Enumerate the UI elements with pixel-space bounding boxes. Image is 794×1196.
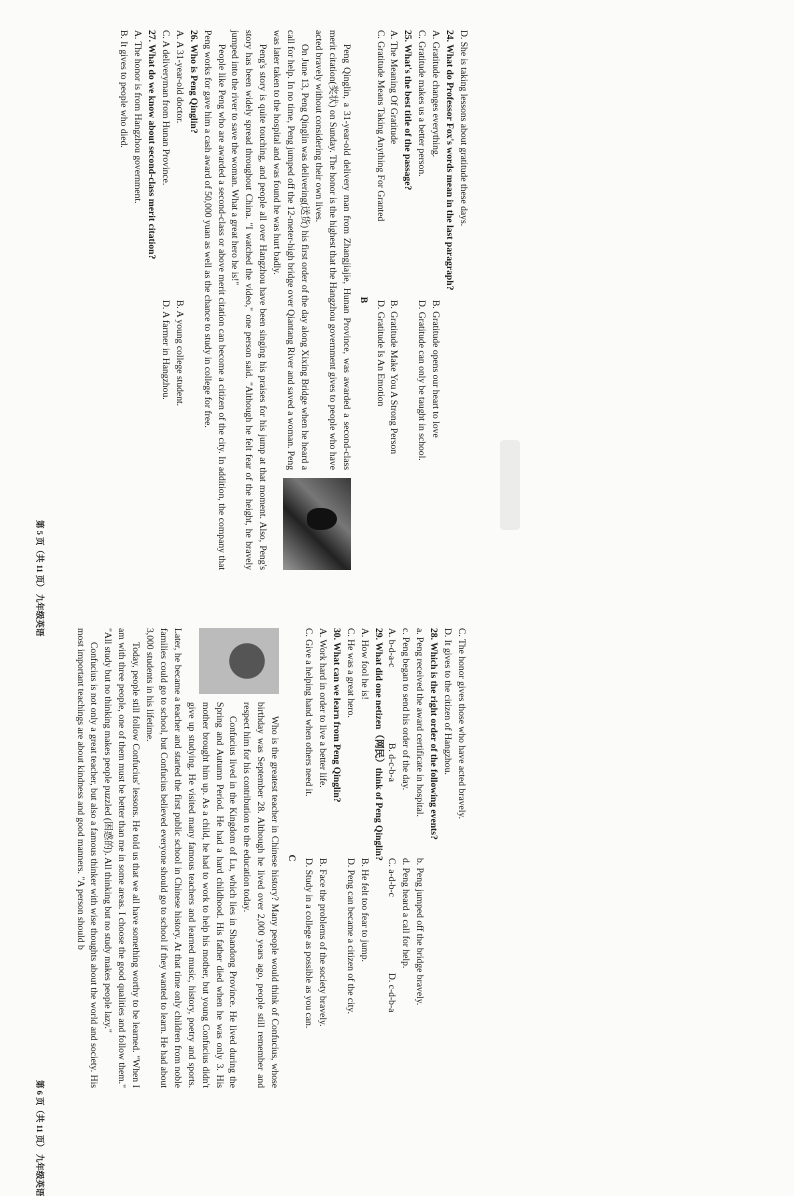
passage-c-paragraph-1: Who is the greatest teacher in Chinese history? Many people would think of Confucius, whose birthday was September 28. Although he lived over 2,000 years ago, people still remember and respect him for his contribution to the education today. — [241, 702, 281, 1088]
passage-b-paragraph-2: On June 13, Peng Qinglin was delivering(送货) his first order of the day along Xixing Bridge when he heard a call for help. In no time, Peng jumped off the 12-meter-high bridge over Qiantang River and saved a woman. Peng was later taken to the hospital and was found he was hurt badly. — [271, 30, 311, 470]
q26-options-row-1 — [172, 30, 186, 570]
q28-events-row-2 — [398, 628, 412, 1088]
q27-option-b: B. It gives to people who died. — [118, 30, 130, 148]
page-5-footer: 第 5 页（共 11 页） 九年级英语 — [35, 520, 45, 637]
question-25: 25. What's the best title of the passage? — [402, 30, 414, 191]
passage-b-paragraph-1: Peng Qinglin, a 31-year-old delivery man from Zhangjiajie, Hunan Province, was awarded a second-class merit citation(奖状) on Sunday. The honor is the highest that the Hangzhou government gives to people who have acted bravely without considering their own lives. — [312, 30, 352, 470]
q25-options-row-1 — [387, 30, 401, 570]
section-c-label: C — [286, 854, 298, 862]
q28-options — [385, 628, 399, 1088]
q28-option-d: D. c-d-b-a — [386, 973, 398, 1013]
q30-option-b: B. Face the problems of the society bravely. — [316, 858, 328, 1027]
question-27: 27. What do we know about second-class merit citation? — [146, 30, 158, 260]
question-28: 28. Which is the right order of the following events? — [428, 628, 440, 840]
q24-option-b: B. Gratitude opens our heart to love — [430, 300, 442, 438]
q29-options-row-1 — [357, 628, 371, 1088]
q27-option-a: A. The honor is from Hangzhou government. — [132, 30, 144, 204]
q26-option-a: A. A 31-year-old doctor. — [173, 30, 185, 124]
question-29: 29. What did one netizen（网民）think of Peng Qinglin? — [372, 628, 384, 861]
page-5 — [90, 30, 470, 570]
q24-option-c: C. Gratitude makes us a better person. — [416, 30, 428, 177]
q29-option-a: A. How fool he is! — [358, 628, 370, 700]
q26-option-b: B. A young college student. — [173, 300, 185, 407]
option-line-d: D. It gives to the citizen of Hangzhou. — [442, 628, 454, 775]
q28-events-row-1 — [412, 628, 426, 1088]
page-6-footer: 第 6 页（共 11 页） 九年级英语 — [35, 1080, 45, 1196]
passage-c-paragraph-3: Today, people still follow Confucius' lessons. He told us that we all have something worthy to be learned. "When I am with three people, one of them must be better than me in some areas. I choose the good qualities and follow them." "All study but no thinking makes people puzzled (困惑的). All thinking but no study makes people lazy." — [102, 628, 142, 1088]
q24-option-d: D. Gratitude can only be taught in school. — [416, 300, 428, 461]
q28-event-c: c. Peng began to send his order of the day. — [400, 628, 412, 791]
q28-event-a: a. Peng received the award certificate in hospital. — [414, 628, 426, 817]
q28-event-d: d. Peng heard a call for help. — [400, 858, 412, 969]
page-6 — [74, 628, 468, 1088]
q28-option-c: C. a-d-b-c — [386, 858, 398, 897]
question-24: 24. What do Professor Fox's words mean in the last paragraph? — [444, 30, 456, 291]
q25-option-c: C. Gratitude Means Taking Anything For Granted — [374, 30, 386, 222]
q24-options-row-1 — [428, 30, 442, 570]
option-line-c: C. The honor gives those who have acted bravely. — [456, 628, 467, 820]
page-5-content — [90, 30, 470, 570]
q25-option-b: B. Gratitude Make You A Strong Person — [388, 300, 400, 455]
q24-options-row-2 — [414, 30, 428, 570]
q29-option-b: B. He felt too fear to jump. — [358, 858, 370, 962]
q30-options-row-2 — [301, 628, 315, 1088]
question-30: 30. What can we learn from Peng Qinglin? — [330, 628, 342, 803]
scan-smudge — [500, 440, 520, 530]
q26-option-c: C. A deliveryman from Hunan Province. — [159, 30, 171, 186]
q29-options-row-2 — [343, 628, 357, 1088]
q28-event-b: b. Peng jumped off the bridge bravely. — [414, 858, 426, 1006]
delivery-man-photo — [283, 478, 351, 570]
q29-option-c: C. He was a great hero. — [344, 628, 356, 718]
page-6-content — [74, 628, 468, 1088]
question-26: 26. Who is Peng Qinglin? — [187, 30, 199, 134]
q30-options-row-1 — [315, 628, 329, 1088]
q30-option-d: D. Study in a college as possible as you can. — [303, 858, 315, 1029]
q26-option-d: D. A farmer in Hangzhou. — [159, 300, 171, 400]
passage-c-paragraph-4: Confucius is not only a great teacher, but also a famous thinker with wise thoughts about the world and society. His most important teachings are about kindness and good manners. "A person should b — [74, 628, 100, 1088]
passage-c-paragraph-2: Confucius lived in the Kingdom of Lu, which lies in Shandong Province. He lived during the Spring and Autumn Period. He had a hard childhood. His father died when he was only 3. His mother brought him up. As a child, he had to work to help his mother, but young Confucius didn't give up studying. He visited many famous teachers and learned music, history, poetry and sports. Later, he became a teacher and started the first public school in Chinese history. At that time only children from noble families could go to school, but Confucius believed everyone should go to school if they wanted to learn. He had about 3,000 students in his lifetime. — [144, 628, 239, 1088]
option-line: D. She is taking lessons about gratitude these days. — [458, 30, 469, 227]
q30-option-c: C. Give a helping hand when others need it. — [303, 628, 315, 797]
q25-option-d: D. Gratitude Is An Emotion — [374, 300, 386, 407]
q24-option-a: A. Gratitude changes everything. — [430, 30, 442, 158]
q28-option-b: B. d-c-b-a — [386, 743, 398, 782]
q26-options-row-2 — [158, 30, 172, 570]
passage-b-paragraph-4: People like Peng who are awarded a second-class or above merit citation can become a citizen of the city. In addition, the company that Peng works for gave him a cash award of 50,000 yuan as well as the chance to study in college for free. — [201, 30, 227, 570]
q25-options-row-2 — [373, 30, 387, 570]
confucius-statue-photo — [199, 628, 279, 694]
q25-option-a: A. The Meaning Of Gratitude — [388, 30, 400, 145]
q29-option-d: D. Peng can became a citizen of the city. — [344, 858, 356, 1015]
q28-option-a: A. b-d-a-c — [386, 628, 398, 668]
q30-option-a: A. Work hard in order to live a better life. — [316, 628, 328, 788]
passage-b-paragraph-3: Peng's story is quite touching, and people all over Hangzhou have been singing his praises for his jump at that moment. Also, Peng's story has been widely spread throughout China. "I watched the video," one person said. "Although he felt fear of the height, he bravely jumped into the river to save the woman. What a great hero he is!" — [229, 30, 269, 570]
section-b-label: B — [357, 296, 369, 304]
